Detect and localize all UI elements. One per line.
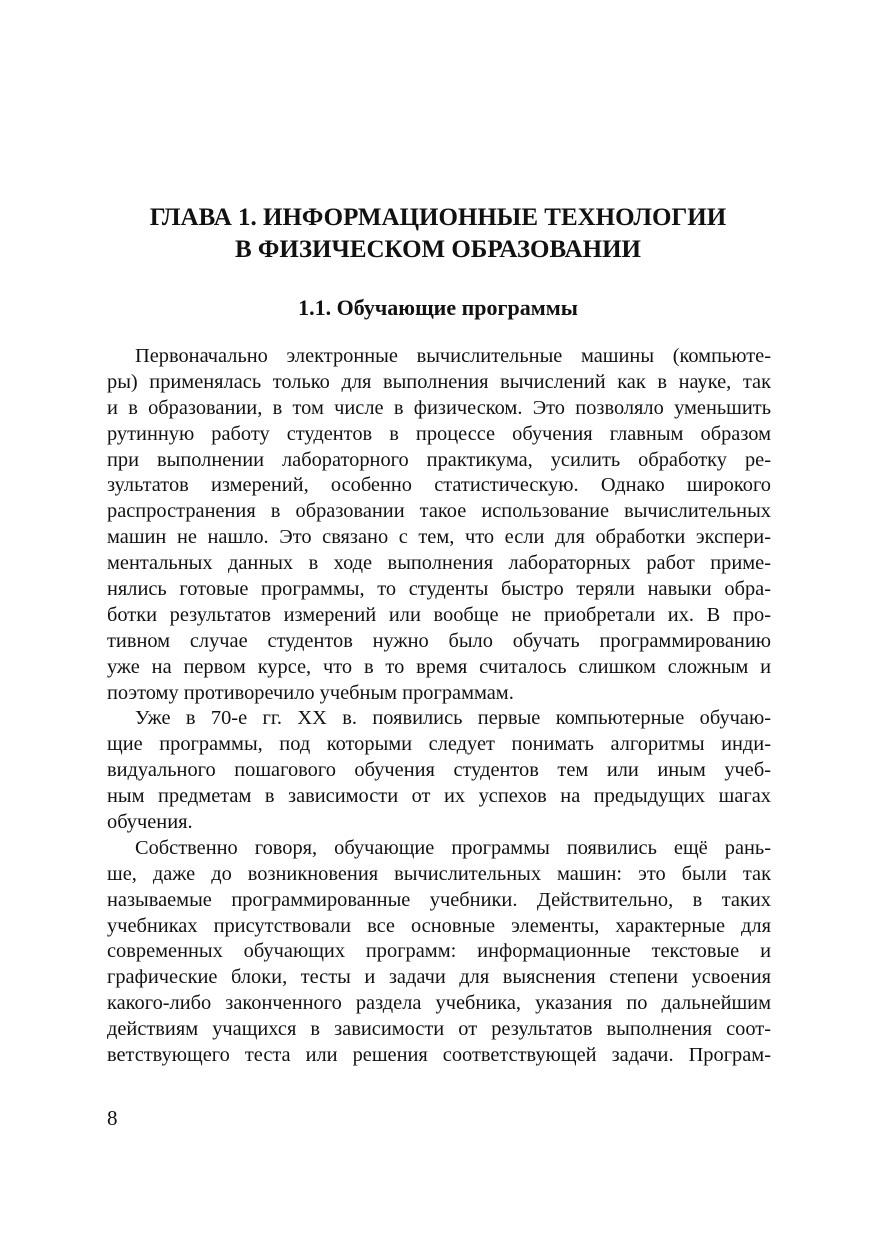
chapter-title-line-2: В ФИЗИЧЕСКОМ ОБРАЗОВАНИИ — [235, 236, 641, 263]
text-line: Первоначально электронные вычислительные машины (компьюте- — [135, 345, 771, 367]
text-line: видуального пошагового обучения студентов тем или иным учеб- — [107, 759, 771, 782]
text-line: называемые программированные учебники. Действительно, в таких — [107, 888, 771, 911]
text-line: действиям учащихся в зависимости от результатов выполнения соот- — [107, 1018, 771, 1041]
text-line: рутинную работу студентов в процессе обучения главным образом — [107, 422, 771, 445]
text-line: машин не нашло. Это связано с тем, что если для обработки экспери- — [107, 526, 771, 549]
text-line: ветствующего теста или решения соответствующей задачи. Програм- — [107, 1044, 771, 1067]
text-line: ше, даже до возникновения вычислительных машин: это были так — [107, 862, 771, 885]
text-line: современных обучающих программ: информационные текстовые и — [107, 940, 771, 963]
page-number: 8 — [107, 1106, 118, 1130]
text-line: Уже в 70-е гг. XX в. появились первые компьютерные обучаю- — [135, 707, 771, 730]
text-line: тивном случае студентов нужно было обучать программированию — [107, 629, 771, 652]
chapter-title-line-1: ГЛАВА 1. ИНФОРМАЦИОННЫЕ ТЕХНОЛОГИИ — [149, 204, 727, 231]
text-line: зультатов измерений, особенно статистическую. Однако широкого — [107, 474, 771, 497]
text-line: нялись готовые программы, то студенты быстро теряли навыки обра- — [107, 578, 771, 601]
text-line: графические блоки, тесты и задачи для выяснения степени усвоения — [107, 966, 771, 989]
text-line: и в образовании, в том числе в физическом. Это позволяло уменьшить — [107, 396, 771, 419]
section-title: 1.1. Обучающие программы — [298, 295, 578, 320]
text-line: ры) применялась только для выполнения вычислений как в науке, так — [107, 370, 771, 393]
text-line: обучения. — [107, 811, 193, 834]
text-line: ботки результатов измерений или вообще не приобретали их. В про- — [107, 603, 771, 626]
text-line: ментальных данных в ходе выполнения лабораторных работ приме- — [107, 552, 771, 575]
paragraph — [107, 344, 771, 706]
paragraph — [107, 836, 771, 1069]
text-line: Собственно говоря, обучающие программы появились ещё рань- — [135, 836, 771, 859]
text-line: при выполнении лабораторного практикума, усилить обработку ре- — [107, 448, 771, 471]
paragraph — [107, 706, 771, 835]
text-line: поэтому противоречило учебным программам. — [107, 681, 514, 704]
text-line: щие программы, под которыми следует понимать алгоритмы инди- — [107, 733, 771, 756]
text-line: какого-либо законченного раздела учебника, указания по дальнейшим — [107, 992, 771, 1015]
text-line: уже на первом курсе, что в то время считалось слишком сложным и — [107, 655, 771, 678]
text-line: распространения в образовании такое использование вычислительных — [107, 500, 771, 523]
body-text — [107, 344, 771, 1069]
text-line: учебниках присутствовали все основные элементы, характерные для — [107, 914, 771, 937]
text-line: ным предметам в зависимости от их успехов на предыдущих шагах — [107, 785, 771, 808]
